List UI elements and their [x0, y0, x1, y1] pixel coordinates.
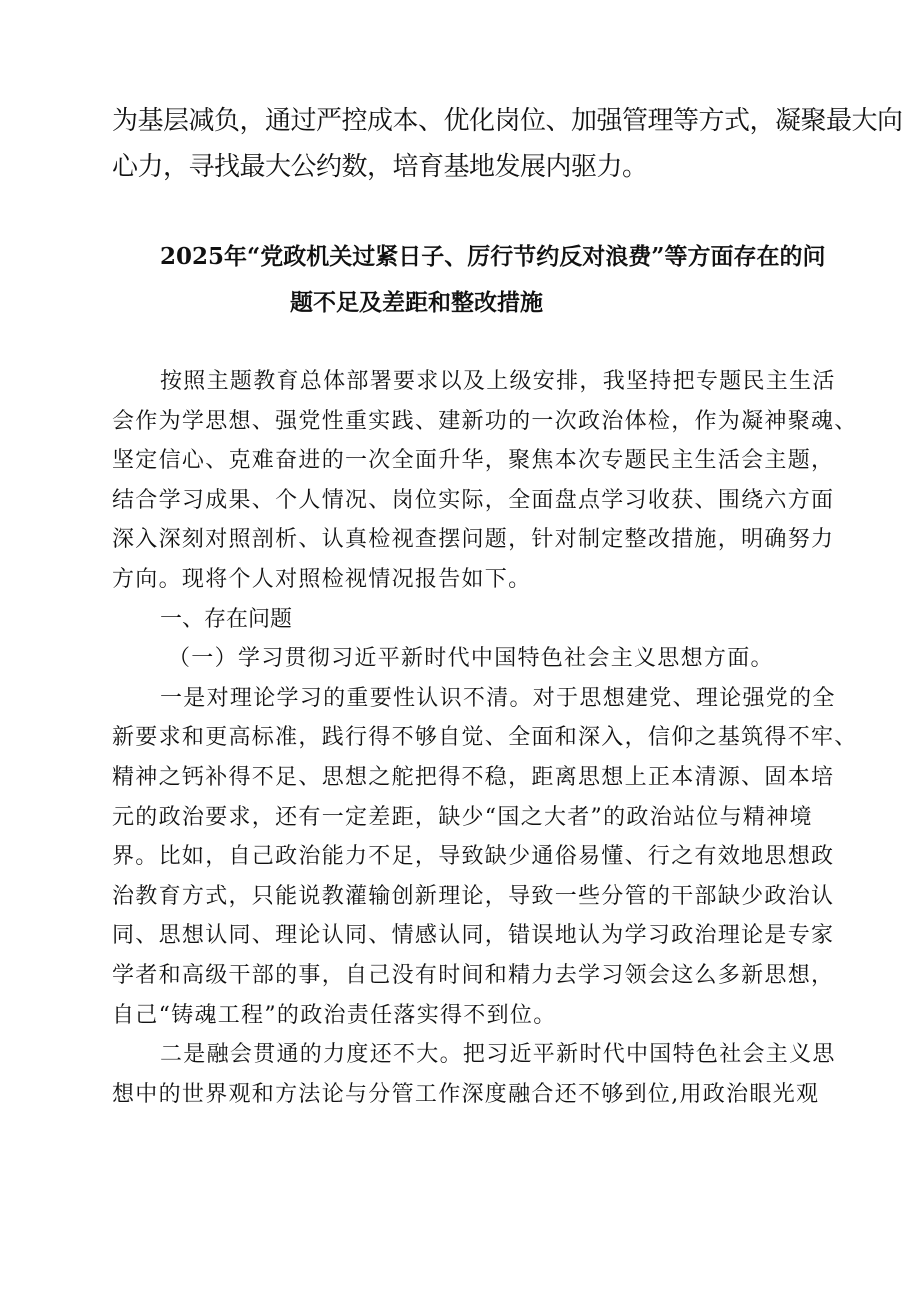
document-title [160, 234, 860, 326]
paragraph-line: 治教育方式，只能说教灌输创新理论，导致一些分管的干部缺少政治认 [112, 883, 835, 909]
intro-line: 为基层减负，通过严控成本、优化岗位、加强管理等方式，凝聚最大向 [112, 106, 903, 136]
paragraph-line: 学者和高级干部的事，自己没有时间和精力去学习领会这么多新思想， [112, 962, 835, 988]
paragraph-line: 界。比如，自己政治能力不足，导致缺少通俗易懂、行之有效地思想政 [112, 844, 835, 870]
paragraph-line: 想中的世界观和方法论与分管工作深度融合还不够到位,用政治眼光观 [112, 1081, 820, 1107]
paragraph-line: 二是融会贯通的力度还不大。把习近平新时代中国特色社会主义思 [160, 1042, 836, 1068]
paragraph-line: 会作为学思想、强党性重实践、建新功的一次政治体检，作为凝神聚魂、 [112, 408, 858, 434]
paragraph-line: 方向。现将个人对照检视情况报告如下。 [112, 566, 532, 592]
intro-paragraph [112, 98, 903, 190]
paragraph-line: 一是对理论学习的重要性认识不清。对于思想建党、理论强党的全 [160, 685, 836, 711]
title-line-2: 题不足及差距和整改措施 [290, 289, 543, 316]
paragraph-line: 深入深刻对照剖析、认真检视查摆问题，针对制定整改措施，明确努力 [112, 527, 835, 553]
section-heading: 一、存在问题 [160, 606, 293, 632]
paragraph-line: 自己“铸魂工程”的政治责任落实得不到位。 [112, 1002, 557, 1028]
paragraph-line: 坚定信心、克难奋进的一次全面升华，聚焦本次专题民主生活会主题， [112, 448, 835, 474]
paragraph-line: 元的政治要求，还有一定差距，缺少“国之大者”的政治站位与精神境 [112, 804, 813, 830]
paragraph-line: 精神之钙补得不足、思想之舵把得不稳，距离思想上正本清源、固本培 [112, 764, 835, 790]
paragraph-line: 按照主题教育总体部署要求以及上级安排，我坚持把专题民主生活 [160, 369, 836, 394]
paragraph-line: 结合学习成果、个人情况、岗位实际，全面盘点学习收获、围绕六方面 [112, 487, 835, 513]
intro-line: 心力，寻找最大公约数，培育基地发展内驱力。 [112, 152, 648, 182]
title-line-1: 2025年“党政机关过紧日子、厉行节约反对浪费”等方面存在的问 [160, 243, 826, 270]
paragraph-line: 同、思想认同、理论认同、情感认同，错误地认为学习政治理论是专家 [112, 923, 835, 949]
paragraph-line: 新要求和更高标准，践行得不够自觉、全面和深入，信仰之基筑得不牢、 [112, 725, 858, 751]
document-body [112, 362, 858, 1114]
subsection-heading: （一）学习贯彻习近平新时代中国特色社会主义思想方面。 [168, 646, 774, 672]
